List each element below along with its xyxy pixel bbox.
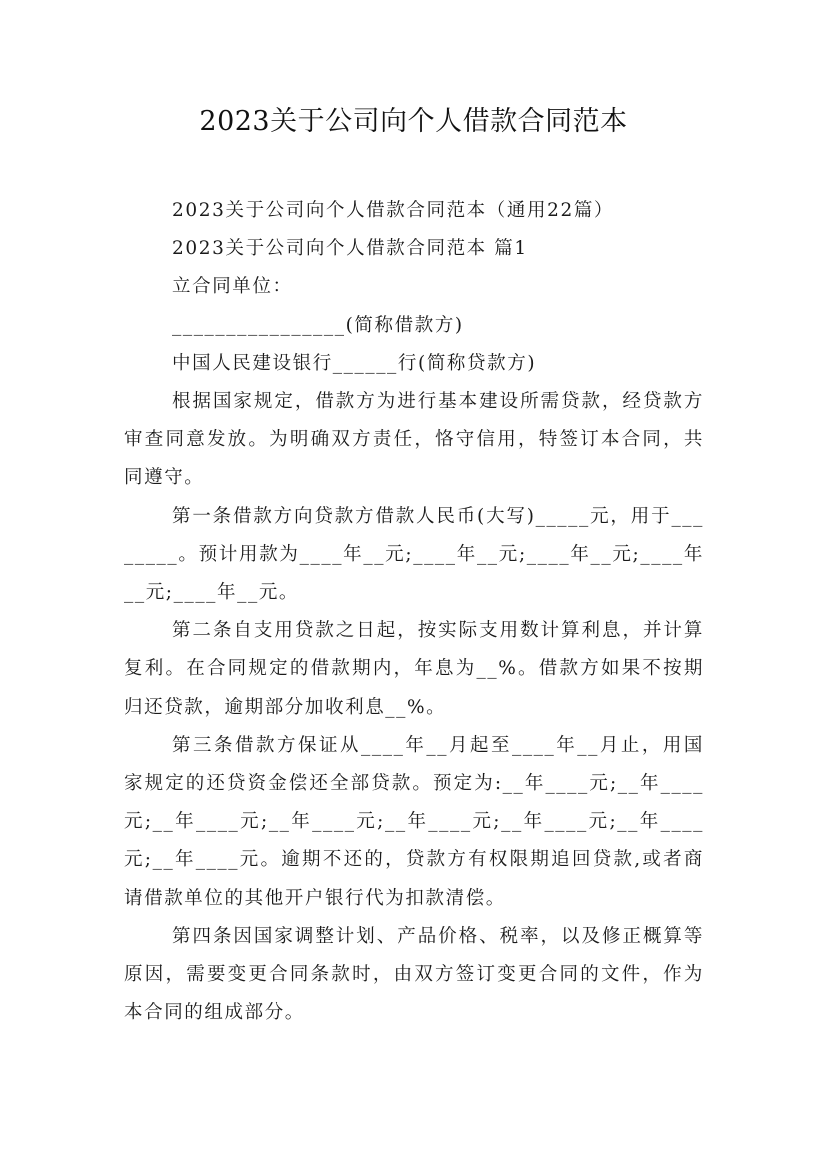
subtitle-paragraph: 2023关于公司向个人借款合同范本（通用22篇）	[172, 200, 615, 221]
article-3-paragraph: 第三条借款方保证从____年__月起至____年__月止，用国家规定的还贷资金偿还全部贷款。预定为:__年____元;__年____元;__年____元;__年____元;__年____元;__年____元;__年____元;__年____元。逾期不还的，贷款方有权限期追回贷款,或者商请借款单位的其他开户银行代为扣款清偿。	[124, 734, 704, 909]
contract-party-label: 立合同单位：	[172, 276, 293, 298]
borrower-line: ________________(简称借款方)	[172, 314, 464, 336]
article-2-paragraph: 第二条自支用贷款之日起，按实际支用数计算利息，并计算复利。在合同规定的借款期内，年息为__%。借款方如果不按期归还贷款，逾期部分加收利息__%。	[124, 620, 704, 718]
article-4-paragraph: 第四条因国家调整计划、产品价格、税率，以及修正概算等原因，需要变更合同条款时，由双方签订变更合同的文件，作为本合同的组成部分。	[124, 925, 704, 1024]
lender-line: 中国人民建设银行______行(简称贷款方)	[172, 352, 537, 374]
document-body	[124, 192, 704, 1032]
preamble-paragraph: 根据国家规定，借款方为进行基本建设所需贷款，经贷款方审查同意发放。为明确双方责任，恪守信用，特签订本合同，共同遵守。	[124, 391, 704, 489]
section-heading: 2023关于公司向个人借款合同范本 篇1	[172, 238, 528, 260]
document-title: 2023关于公司向个人借款合同范本	[199, 106, 628, 137]
article-1-paragraph: 第一条借款方向贷款方借款人民币(大写)_____元，用于________。预计用款为____年__元;____年__元;____年__元;____年__元;____年__元。	[124, 505, 704, 604]
